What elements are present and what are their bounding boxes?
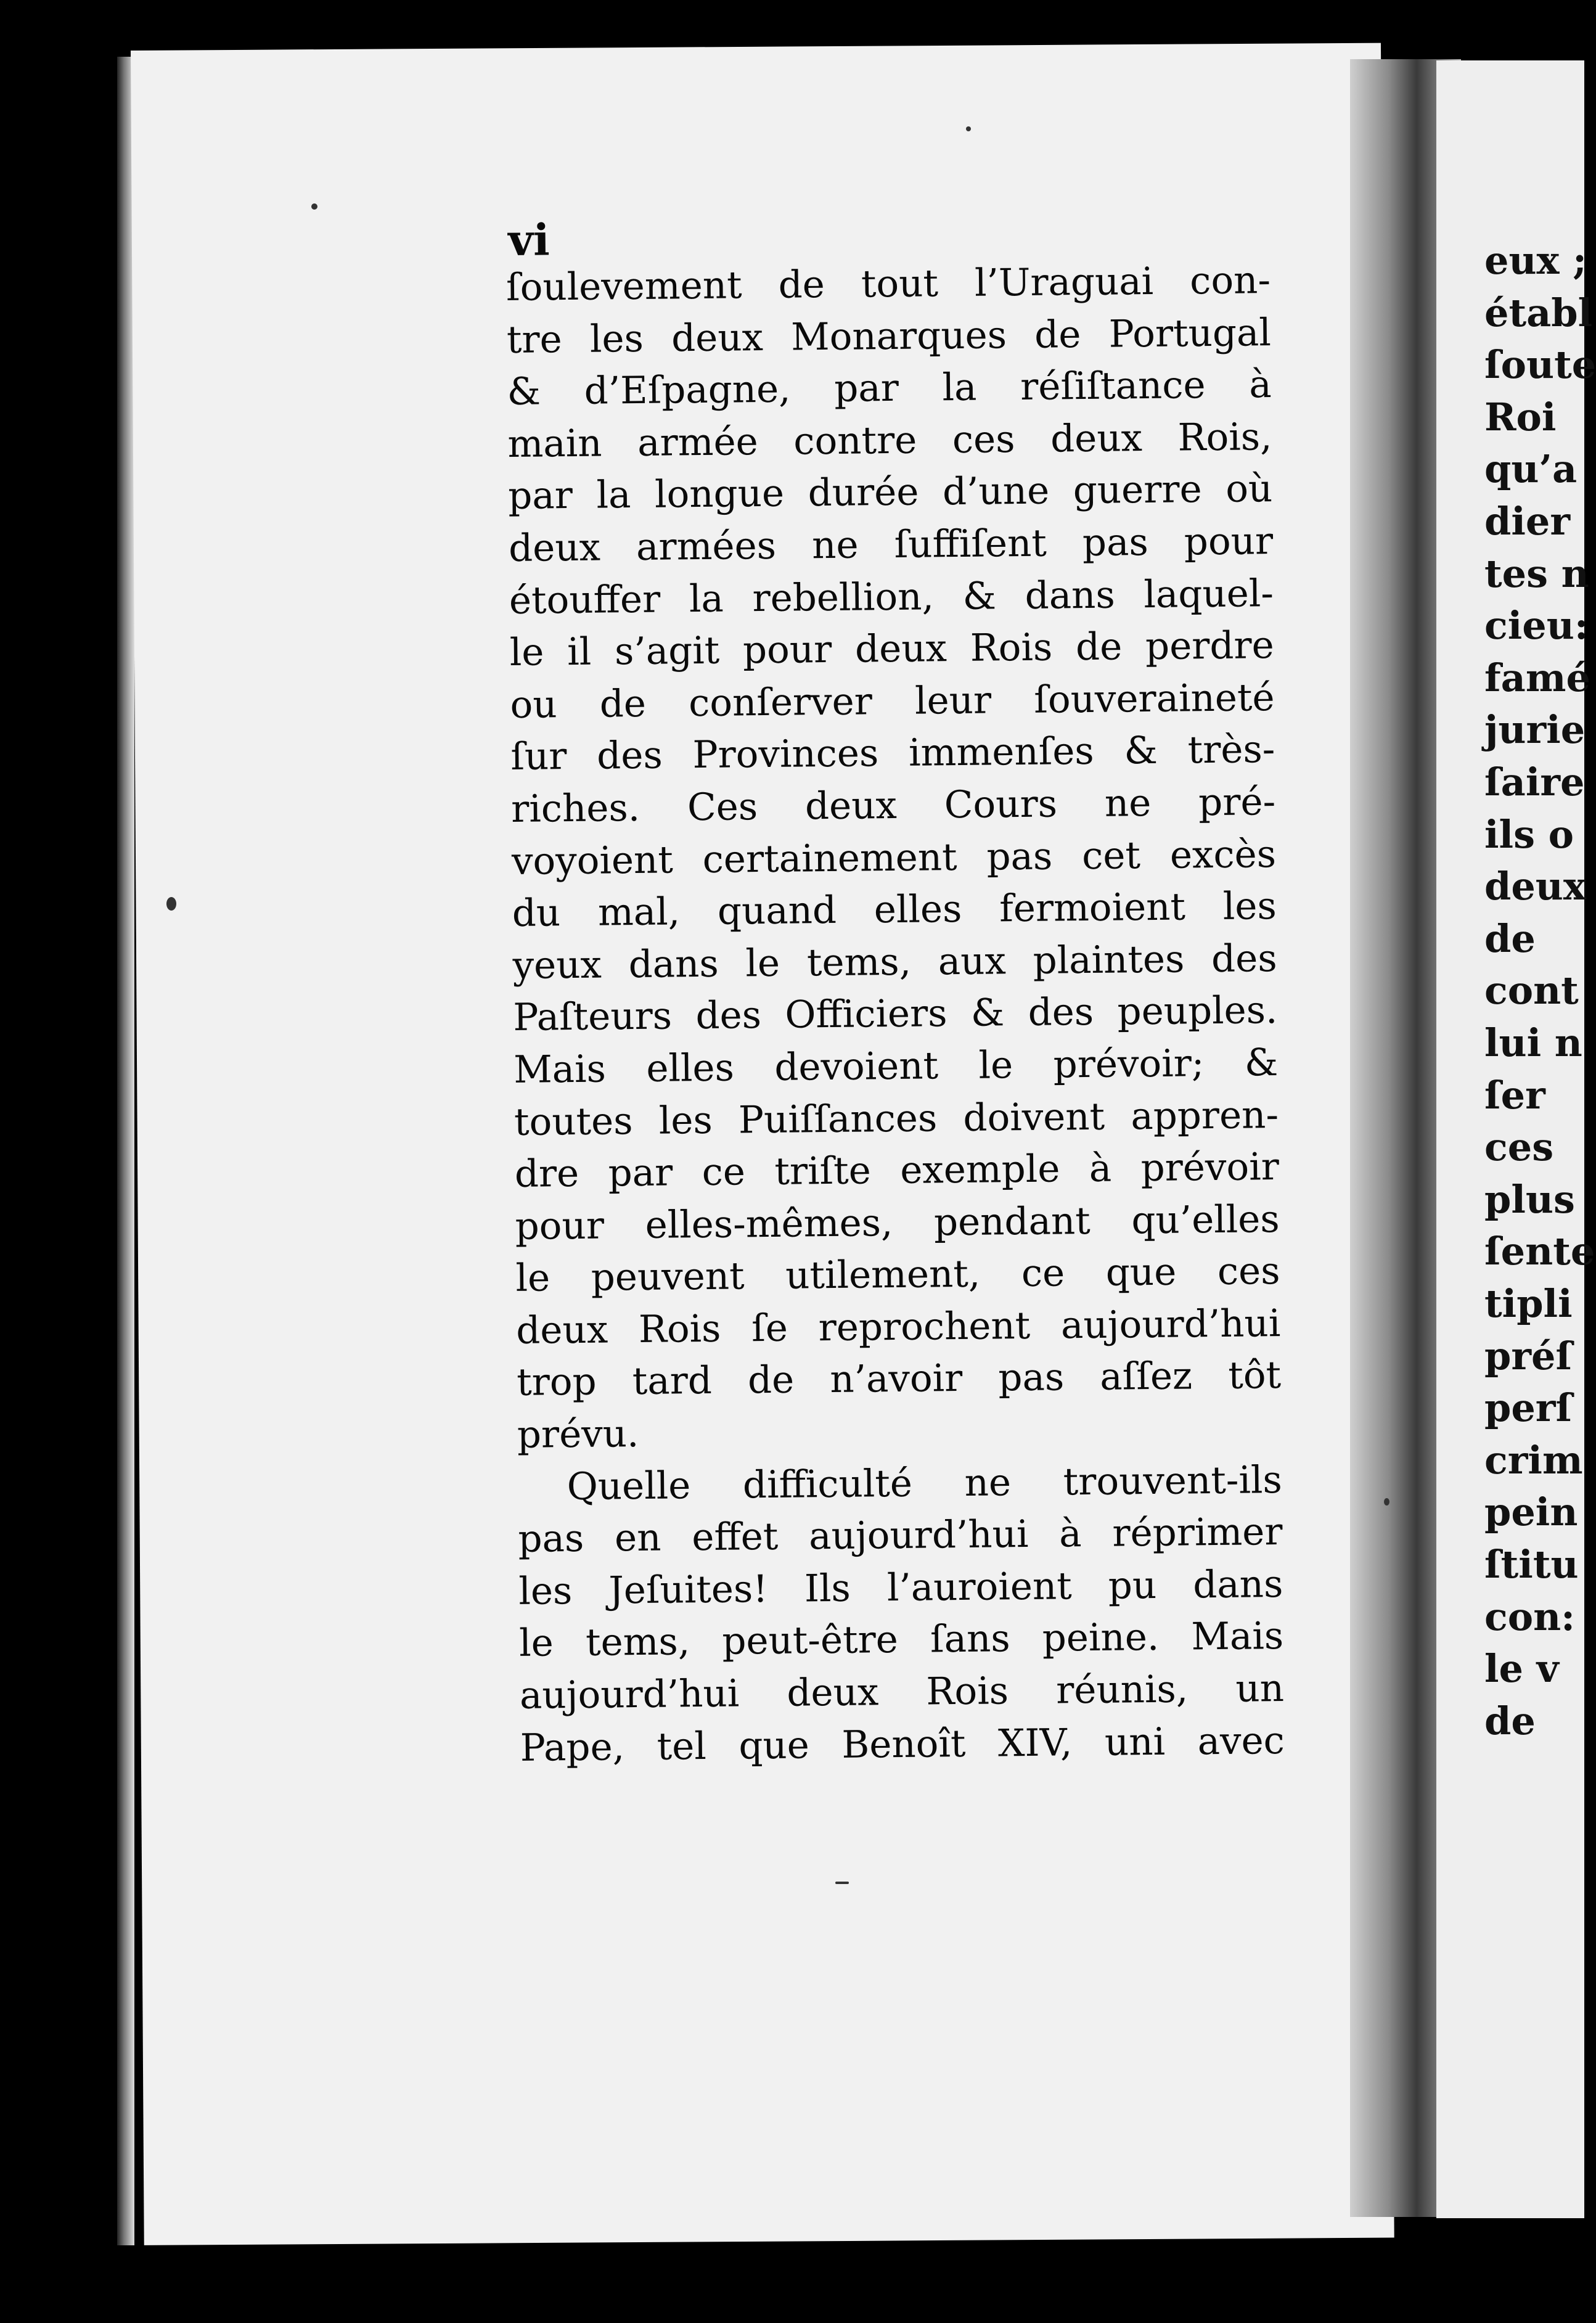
facing-text-line: de <box>1484 1698 1536 1743</box>
facing-text-line: tipli <box>1484 1281 1573 1326</box>
ink-speck <box>166 897 176 911</box>
facing-text-line: cieu: <box>1484 603 1589 649</box>
text-line: deux Rois ſe reprochent aujourd’hui <box>515 1301 1281 1353</box>
text-line: le peuvent utilement, ce que ces <box>515 1249 1280 1301</box>
page-edge <box>117 57 134 2245</box>
text-line: & d’Eſpagne, par la réſiſtance à <box>507 363 1272 414</box>
text-line: le tems, peut-être ſans peine. Mais <box>518 1614 1284 1666</box>
facing-text-line: préſ <box>1484 1333 1573 1379</box>
text-line: étouffer la rebellion, & dans laquel- <box>509 571 1274 623</box>
text-line: tre les deux Monarques de Portugal <box>506 310 1272 362</box>
facing-text-line: ſente <box>1484 1229 1595 1274</box>
text-line: main armée contre ces deux Rois, <box>507 414 1272 466</box>
facing-text-line: ſaire <box>1484 760 1585 805</box>
text-line: Quelle difficulté ne trouvent-ils <box>567 1457 1283 1509</box>
text-line: aujourd’hui deux Rois réunis, un <box>519 1666 1285 1718</box>
text-line: du mal, quand elles fermoient les <box>512 884 1277 936</box>
text-line: pas en effet aujourd’hui à réprimer <box>518 1510 1283 1562</box>
facing-text-line: deux <box>1484 864 1586 909</box>
text-line: prévu. <box>517 1412 639 1457</box>
text-line: Paſteurs des Officiers & des peuples. <box>513 988 1278 1040</box>
text-line: Mais elles devoient le prévoir; & <box>513 1040 1279 1092</box>
facing-text-line: tes n <box>1484 551 1589 596</box>
facing-text-line: famé <box>1484 655 1590 700</box>
text-line: riches. Ces deux Cours ne pré- <box>510 779 1276 831</box>
text-line: ſoulevement de tout l’Uraguai con- <box>505 258 1271 309</box>
text-line: deux armées ne ſuffiſent pas pour <box>508 519 1274 570</box>
text-line: le il s’agit pour deux Rois de perdre <box>509 623 1275 675</box>
facing-text-line: con: <box>1484 1594 1576 1639</box>
facing-text-line: Roi <box>1484 394 1557 440</box>
facing-text-line: ſtitu <box>1484 1542 1579 1587</box>
ink-speck <box>966 126 971 131</box>
facing-text-line: ils o <box>1484 811 1574 857</box>
facing-text-line: jurie <box>1484 707 1586 753</box>
facing-text-line: qu’a <box>1484 446 1578 492</box>
facing-text-line: perſ <box>1484 1385 1573 1431</box>
text-line: toutes les Puiſſances doivent appren- <box>514 1092 1279 1144</box>
text-line: ou de conſerver leur ſouveraineté <box>510 675 1275 727</box>
text-line: yeux dans le tems, aux plaintes des <box>512 936 1277 988</box>
text-line: par la longue durée d’une guerre où <box>507 467 1273 518</box>
facing-text-line: crim <box>1484 1437 1583 1483</box>
facing-text-line: ſer <box>1484 1072 1545 1118</box>
facing-text-line: de <box>1484 916 1536 961</box>
text-line: pour elles-mêmes, pendant qu’elles <box>515 1197 1280 1248</box>
facing-text-line: pein <box>1484 1489 1578 1535</box>
text-line: trop tard de n’avoir pas aſſez tôt <box>516 1353 1282 1405</box>
facing-text-line: le v <box>1484 1646 1559 1692</box>
text-line: voyoient certainement pas cet excès <box>511 832 1277 883</box>
facing-text-line: cont <box>1484 968 1579 1014</box>
page-text-block <box>505 211 1309 1774</box>
facing-text-line: établ <box>1484 290 1593 335</box>
facing-text-line: eux ; <box>1484 238 1587 283</box>
facing-text-line: lui n <box>1484 1020 1582 1065</box>
text-line: les Jeſuites! Ils l’auroient pu dans <box>518 1562 1283 1613</box>
page-number: vi <box>507 214 550 266</box>
facing-text-line: ſoute <box>1484 342 1596 388</box>
text-line: dre par ce triſte exemple à prévoir <box>514 1145 1280 1197</box>
body-text <box>506 255 1309 1774</box>
ink-speck <box>311 203 317 210</box>
facing-text-line: ces <box>1484 1125 1554 1170</box>
facing-text-line: dier <box>1484 499 1571 544</box>
text-line: ſur des Provinces immenſes & très- <box>510 727 1275 779</box>
ink-speck <box>1384 1498 1389 1506</box>
facing-text-line: plus <box>1484 1176 1575 1222</box>
text-line: Pape, tel que Benoît XIV, uni avec <box>520 1718 1285 1770</box>
ink-speck <box>835 1882 849 1884</box>
